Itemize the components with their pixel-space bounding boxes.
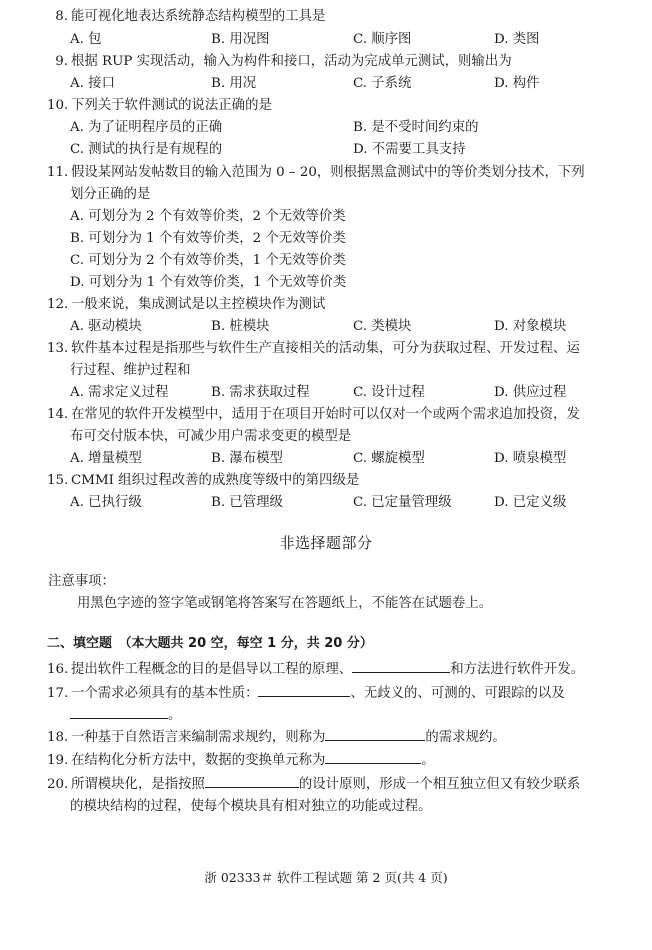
question-19 — [47, 749, 619, 772]
question-number: 19. — [47, 753, 69, 768]
question-number: 13. — [47, 341, 69, 356]
question-text-after: 。 — [421, 753, 435, 768]
option-a: A. 需求定义过程 — [70, 385, 169, 400]
question-text: 在常见的软件开发模型中，适用于在项目开始时可以仅对一个或两个需求追加投资，发 — [71, 407, 580, 422]
option-c: C. 可划分为 2 个有效等价类，1 个无效等价类 — [70, 253, 346, 268]
option-b: B. 是不受时间约束的 — [353, 120, 479, 135]
option-b: B. 可划分为 1 个有效等价类，2 个无效等价类 — [70, 231, 346, 246]
option-a: A. 已执行级 — [70, 495, 142, 510]
page-footer: 浙 02333＃ 软件工程试题 第 2 页(共 4 页) — [204, 870, 448, 885]
option-b: B. 瀑布模型 — [211, 451, 283, 466]
question-17 — [47, 682, 619, 705]
option-c: C. 已定量管理级 — [353, 495, 452, 510]
question-text: 假设某网站发帖数目的输入范围为 0 – 20，则根据黑盒测试中的等价类划分技术，下列 — [71, 165, 585, 180]
option-b: B. 已管理级 — [211, 495, 283, 510]
option-d: D. 供应过程 — [494, 385, 567, 400]
question-text: 软件基本过程是指那些与软件生产直接相关的活动集，可分为获取过程、开发过程、运 — [71, 341, 580, 356]
question-number: 9. — [55, 54, 68, 69]
question-text: 在结构化分析方法中，数据的变换单元称为 — [71, 753, 326, 768]
question-number: 18. — [47, 730, 69, 745]
question-text: 能可视化地表达系统静态结构模型的工具是 — [71, 9, 326, 24]
section-title: 非选择题部分 — [279, 534, 373, 552]
question-number: 16. — [47, 662, 69, 677]
options-12 — [70, 316, 630, 338]
options-13 — [70, 382, 630, 404]
question-number: 11. — [47, 165, 69, 180]
option-b: B. 用况图 — [211, 32, 270, 47]
question-20 — [47, 773, 619, 796]
question-16 — [47, 658, 619, 681]
option-a: A. 驱动模块 — [70, 319, 142, 334]
options-14 — [70, 448, 630, 470]
notice-body: 用黑色字迹的签字笔或钢笔将答案写在答题纸上，不能答在试题卷上。 — [77, 596, 493, 611]
question-17-continued — [70, 704, 181, 727]
question-18 — [47, 726, 619, 749]
option-b: B. 需求获取过程 — [211, 385, 310, 400]
answer-blank — [325, 749, 421, 764]
question-number: 12. — [47, 297, 69, 312]
option-d: D. 已定义级 — [494, 495, 567, 510]
question-text: 所谓模块化，是指按照 — [71, 777, 205, 792]
question-10 — [47, 95, 619, 117]
question-number: 15. — [47, 473, 69, 488]
question-text-after: 和方法进行软件开发。 — [450, 662, 585, 677]
answer-blank — [325, 726, 425, 741]
question-text: 根据 RUP 实现活动，输入为构件和接口，活动为完成单元测试，则输出为 — [71, 54, 512, 69]
option-c: C. 顺序图 — [353, 32, 412, 47]
question-text: 一般来说，集成测试是以主控模块作为测试 — [71, 297, 326, 312]
question-14 — [47, 404, 619, 426]
option-b: B. 桩模块 — [211, 319, 270, 334]
answer-blank — [352, 658, 450, 673]
question-number: 17. — [47, 686, 69, 701]
fill-section-heading: 二、填空题 （本大题共 20 空，每空 1 分，共 20 分） — [47, 636, 373, 651]
question-number: 20. — [47, 777, 69, 792]
answer-blank — [70, 704, 168, 719]
option-a: A. 包 — [70, 32, 102, 47]
option-c: C. 子系统 — [353, 76, 412, 91]
question-15 — [47, 470, 619, 492]
question-text: 一个需求必须具有的基本性质： — [71, 686, 259, 701]
option-b: B. 用况 — [211, 76, 257, 91]
question-12 — [47, 294, 619, 316]
question-text-after: 、无歧义的、可测的、可跟踪的以及 — [350, 686, 565, 701]
option-d: D. 对象模块 — [494, 319, 567, 334]
option-d: D. 不需要工具支持 — [353, 142, 466, 157]
options-10-row2 — [70, 139, 630, 161]
options-8 — [70, 29, 630, 51]
question-text-after: 的需求规约。 — [425, 730, 506, 745]
question-number: 8. — [55, 9, 68, 24]
question-number: 10. — [47, 98, 69, 113]
question-text-after: 的设计原则，形成一个相互独立但又有较少联系 — [298, 777, 581, 792]
option-c: C. 类模块 — [353, 319, 412, 334]
option-d: D. 类图 — [494, 32, 540, 47]
option-d: D. 喷泉模型 — [494, 451, 567, 466]
option-a: A. 为了证明程序员的正确 — [70, 120, 223, 135]
question-text-after: 。 — [168, 708, 182, 723]
option-c: C. 螺旋模型 — [353, 451, 425, 466]
answer-blank — [258, 682, 350, 697]
question-13 — [47, 338, 619, 360]
question-text: CMMI 组织过程改善的成熟度等级中的第四级是 — [71, 473, 360, 488]
option-c: C. 测试的执行是有规程的 — [70, 142, 223, 157]
question-20-continued: 的模块结构的过程，使每个模块具有相对独立的功能或过程。 — [70, 799, 432, 814]
question-text-continued: 布可交付版本快，可减少用户需求变更的模型是 — [70, 429, 352, 444]
option-a: A. 可划分为 2 个有效等价类，2 个无效等价类 — [70, 209, 346, 224]
question-text: 下列关于软件测试的说法正确的是 — [71, 98, 272, 113]
question-text: 提出软件工程概念的目的是倡导以工程的原理、 — [71, 662, 353, 677]
question-text: 一种基于自然语言来编制需求规约，则称为 — [71, 730, 326, 745]
option-c: C. 设计过程 — [353, 385, 425, 400]
question-number: 14. — [47, 407, 69, 422]
option-d: D. 构件 — [494, 76, 540, 91]
question-11 — [47, 162, 619, 184]
question-text-continued: 划分正确的是 — [70, 187, 151, 202]
question-9 — [47, 51, 619, 73]
question-8 — [47, 6, 619, 28]
answer-blank — [205, 773, 299, 788]
option-a: A. 增量模型 — [70, 451, 142, 466]
notice-title: 注意事项： — [48, 574, 115, 589]
option-a: A. 接口 — [70, 76, 115, 91]
question-text-continued: 行过程、维护过程和 — [70, 363, 191, 378]
option-d: D. 可划分为 1 个有效等价类，1 个无效等价类 — [70, 275, 347, 290]
options-15 — [70, 492, 630, 514]
options-9 — [70, 73, 630, 95]
options-10-row1 — [70, 117, 630, 139]
